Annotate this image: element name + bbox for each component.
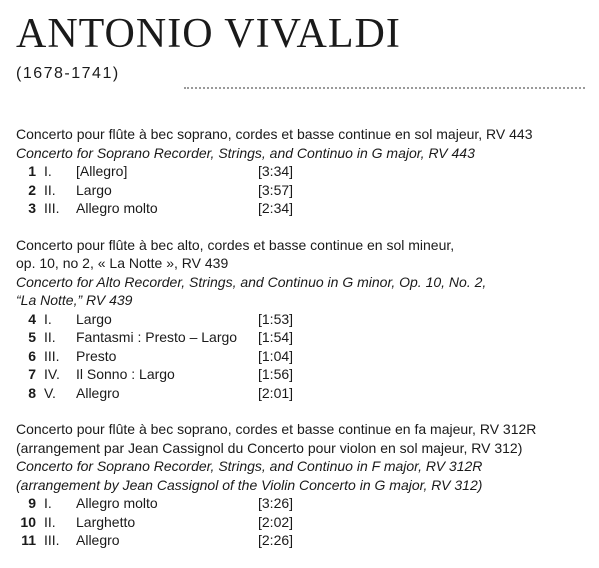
movement-title: Larghetto <box>76 513 136 530</box>
movement-number: III. <box>44 200 60 216</box>
track-number: 11 <box>21 532 36 548</box>
track-row <box>16 328 596 347</box>
track-duration: [2:34] <box>258 200 294 216</box>
track-row <box>16 513 596 532</box>
composer-name: ANTONIO VIVALDI <box>16 11 401 57</box>
track-duration: [2:02] <box>258 513 294 530</box>
work-title-fr: op. 10, no 2, « La Notte », RV 439 <box>16 255 229 271</box>
movement-title: Allegro <box>76 384 120 401</box>
movement-number: V. <box>44 384 56 401</box>
movement-number: III. <box>44 347 60 364</box>
track-row <box>16 199 596 218</box>
track-number: 6 <box>28 347 36 364</box>
work-title-fr: (arrangement par Jean Cassignol du Concerto pour violon en sol majeur, RV 312) <box>16 439 523 456</box>
tracklist <box>16 125 596 568</box>
movement-title: Fantasmi : Presto – Largo <box>76 329 238 345</box>
track-duration: [1:56] <box>258 366 294 382</box>
movement-title: Presto <box>76 347 117 364</box>
work-rv439 <box>16 236 596 403</box>
track-number: 1 <box>28 163 36 179</box>
work-title-fr: Concerto pour flûte à bec soprano, cordes et basse continue en fa majeur, RV 312R <box>16 421 537 437</box>
track-duration: [1:54] <box>258 329 294 345</box>
movement-title: Largo <box>76 181 112 198</box>
movement-number: I. <box>44 163 52 179</box>
work-title-fr: Concerto pour flûte à bec alto, cordes et basse continue en sol mineur, <box>16 236 455 253</box>
track-number: 2 <box>28 181 36 198</box>
track-duration: [3:57] <box>258 181 294 198</box>
movement-title: Largo <box>76 310 112 327</box>
track-row <box>16 310 596 329</box>
track-number: 9 <box>28 495 36 511</box>
movement-number: III. <box>44 532 60 548</box>
movement-number: I. <box>44 310 52 327</box>
dotted-divider <box>184 87 585 89</box>
work-title-en: “La Notte,” RV 439 <box>16 292 133 308</box>
movement-number: II. <box>44 329 56 345</box>
movement-number: IV. <box>44 366 60 382</box>
movement-title: Allegro molto <box>76 495 158 511</box>
work-title-en: Concerto for Alto Recorder, Strings, and Continuo in G minor, Op. 10, No. 2, <box>16 273 487 290</box>
work-title-en: Concerto for Soprano Recorder, Strings, and Continuo in G major, RV 443 <box>16 144 475 161</box>
composer-dates: (1678-1741) <box>16 65 120 82</box>
movement-title: Allegro molto <box>76 200 158 216</box>
movement-number: I. <box>44 495 52 511</box>
track-row <box>16 347 596 366</box>
track-row <box>16 365 596 384</box>
work-rv312r <box>16 420 596 550</box>
track-number: 3 <box>28 200 36 216</box>
track-duration: [3:34] <box>258 163 294 179</box>
track-duration: [1:53] <box>258 310 294 327</box>
track-list <box>16 310 596 403</box>
track-number: 10 <box>20 513 36 530</box>
movement-title: Il Sonno : Largo <box>76 366 175 382</box>
track-duration: [2:26] <box>258 532 294 548</box>
track-duration: [1:04] <box>258 347 294 364</box>
work-rv443 <box>16 125 596 218</box>
track-duration: [3:26] <box>258 495 294 511</box>
work-title-en: (arrangement by Jean Cassignol of the Violin Concerto in G major, RV 312) <box>16 476 483 493</box>
track-row <box>16 531 596 550</box>
track-row <box>16 162 596 181</box>
movement-title: [Allegro] <box>76 163 128 179</box>
track-row <box>16 494 596 513</box>
movement-title: Allegro <box>76 532 120 548</box>
track-row <box>16 384 596 403</box>
track-number: 7 <box>28 366 36 382</box>
track-list <box>16 162 596 218</box>
track-number: 4 <box>28 310 36 327</box>
track-row <box>16 181 596 200</box>
movement-number: II. <box>44 181 56 198</box>
track-list <box>16 494 596 550</box>
work-title-en: Concerto for Soprano Recorder, Strings, and Continuo in F major, RV 312R <box>16 458 483 474</box>
work-title-fr: Concerto pour flûte à bec soprano, cordes et basse continue en sol majeur, RV 443 <box>16 126 533 142</box>
track-number: 8 <box>28 384 36 401</box>
movement-number: II. <box>44 513 56 530</box>
track-number: 5 <box>28 329 36 345</box>
track-duration: [2:01] <box>258 384 294 401</box>
